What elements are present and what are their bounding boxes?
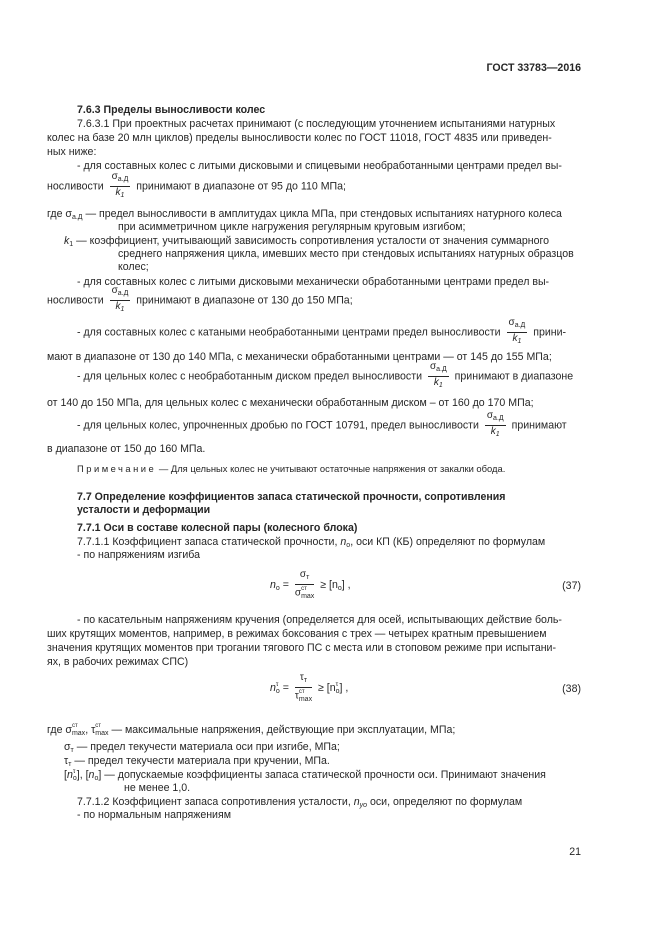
page-number: 21 <box>569 846 581 858</box>
paragraph-line: ных ниже: <box>47 146 97 158</box>
paragraph-line: ших крутящих моментов, например, в режимах боксования с трех — четырех кратным превышением <box>47 628 547 640</box>
page-header: ГОСТ 33783—2016 <box>486 62 581 74</box>
fraction: $\frac{\sigma_{а.Д}}{k_1}$ <box>486 410 504 438</box>
paragraph-line: в диапазоне от 150 до 160 МПа. <box>47 443 206 455</box>
note: Примечание — Для цельных колес не учитывают остаточные напряжения от закалки обода. <box>77 463 506 474</box>
definition-line: при асимметричном цикле нагружения регулярным круговым изгибом; <box>118 221 466 233</box>
list-item: - для составных колес с литыми дисковыми и спицевыми необработанными центрами предел вы- <box>77 160 562 172</box>
list-item: - для цельных колес с необработанным диском предел выносливости $\frac{\sigma_{а.Д}}{k_1}$ принимают в диапазоне <box>77 361 574 389</box>
fraction: $\frac{\sigma_{а.Д}}{k_1}$ <box>429 361 447 389</box>
subsection-title: 7.7.1 Оси в составе колесной пары (колесного блока) <box>77 522 358 534</box>
text: носливости <box>47 180 104 193</box>
list-item: носливости $\frac{\sigma_{а.Д}}{k_1}$ принимают в диапазоне от 130 до 150 МПа; <box>47 285 353 313</box>
fraction: $\tau_т$ τ ст max <box>294 672 313 704</box>
fraction: $\frac{\sigma_{а.Д}}{k_1}$ <box>508 317 526 345</box>
definition-line: не менее 1,0. <box>124 782 191 794</box>
paragraph-line: значения крутящих моментов при трогании тягового ПС с места или в стоповом режиме при испытани- <box>47 642 557 654</box>
list-item: - по напряжениям изгиба <box>77 549 201 561</box>
text: принимают в диапазоне от 95 до 110 МПа; <box>136 180 346 193</box>
definition-line: $\tau_т$ — предел текучести материала при кручении, МПа. <box>64 755 330 768</box>
definition-line: $k_1$ — коэффициент, учитывающий зависимость сопротивления усталости от значения суммарного <box>64 235 550 248</box>
paragraph-line: от 140 до 150 МПа, для цельных колес с механически обработанным диском – от 160 до 170 МПа; <box>47 397 534 409</box>
paragraph-line: 7.7.1.2 Коэффициент запаса сопротивления усталости, $n_{уо}$ оси, определяют по формулам <box>77 796 523 809</box>
equation-number: (37) <box>562 580 581 592</box>
list-item <box>47 172 346 201</box>
section-title: усталости и деформации <box>77 504 211 516</box>
paragraph-line: - по касательным напряжениям кручения (определяется для осей, испытывающих действие боль- <box>77 614 562 626</box>
equation-38: n τ о = $\tau_т$ τ ст max ≥ [n τ о ] , <box>270 672 349 704</box>
definition-line: где $\sigma_{а.Д}$ — предел выносливости в амплитудах цикла МПа, при стендовых испытаниях натурного колеса <box>47 208 562 221</box>
paragraph-line: мают в диапазоне от 130 до 140 МПа, с механически обработанными центрами — от 145 до 155 МПа; <box>47 351 552 363</box>
definition-line: где σ ст max , τ ст max — максимальные напряжения, действующие при эксплуатации, МПа; <box>47 723 456 738</box>
equation-37: $n_о$ = $\sigma_т$ σ ст max ≥ $[n_о]$ , <box>270 569 351 601</box>
list-item: - для составных колес с катаными необработанными центрами предел выносливости $\frac{\sigma_{а.Д}}{k_1}$ прини- <box>77 317 567 345</box>
equation-number: (38) <box>562 683 581 695</box>
paragraph-line: 7.7.1.1 Коэффициент запаса статической прочности, $n_o$, оси КП (КБ) определяют по формулам <box>77 536 546 549</box>
definition-line: колес; <box>118 261 149 273</box>
paragraph-line: 7.6.3.1 При проектных расчетах принимают (с последующим уточнением испытаниями натурных <box>77 118 556 130</box>
fraction: $\sigma_т$ σ ст max <box>294 569 315 601</box>
list-item: - для составных колес с литыми дисковыми механически обработанными центрами предел вы- <box>77 276 550 288</box>
fraction: $\frac{\sigma_{а.Д}}{k_1}$ <box>111 171 129 199</box>
definition-line: среднего напряжения цикла, имевших место при стендовых испытаниях натурных образцов <box>118 248 574 260</box>
note-label: Примечание <box>77 463 157 474</box>
fraction: $\frac{\sigma_{а.Д}}{k_1}$ <box>111 285 129 313</box>
paragraph-line: ях, в рабочих режимах СПС) <box>47 656 189 668</box>
paragraph-line: колес на базе 20 млн циклов) пределы выносливости колес по ГОСТ 11018, ГОСТ 4835 или приведен- <box>47 132 552 144</box>
definition-line: [n τ о ], $[n_о]$ — допускаемые коэффициенты запаса статической прочности оси. Принимают значения <box>64 768 546 783</box>
definition-line: $\sigma_т$ — предел текучести материала оси при изгибе, МПа; <box>64 741 340 754</box>
list-item: - для цельных колес, упрочненных дробью по ГОСТ 10791, предел выносливости $\frac{\sigma_{а.Д}}{k_1}$ принимают <box>77 410 567 438</box>
section-title: 7.7 Определение коэффициентов запаса статической прочности, сопротивления <box>77 491 506 503</box>
list-item: - по нормальным напряжениям <box>77 809 231 821</box>
section-title: 7.6.3 Пределы выносливости колес <box>77 104 266 116</box>
